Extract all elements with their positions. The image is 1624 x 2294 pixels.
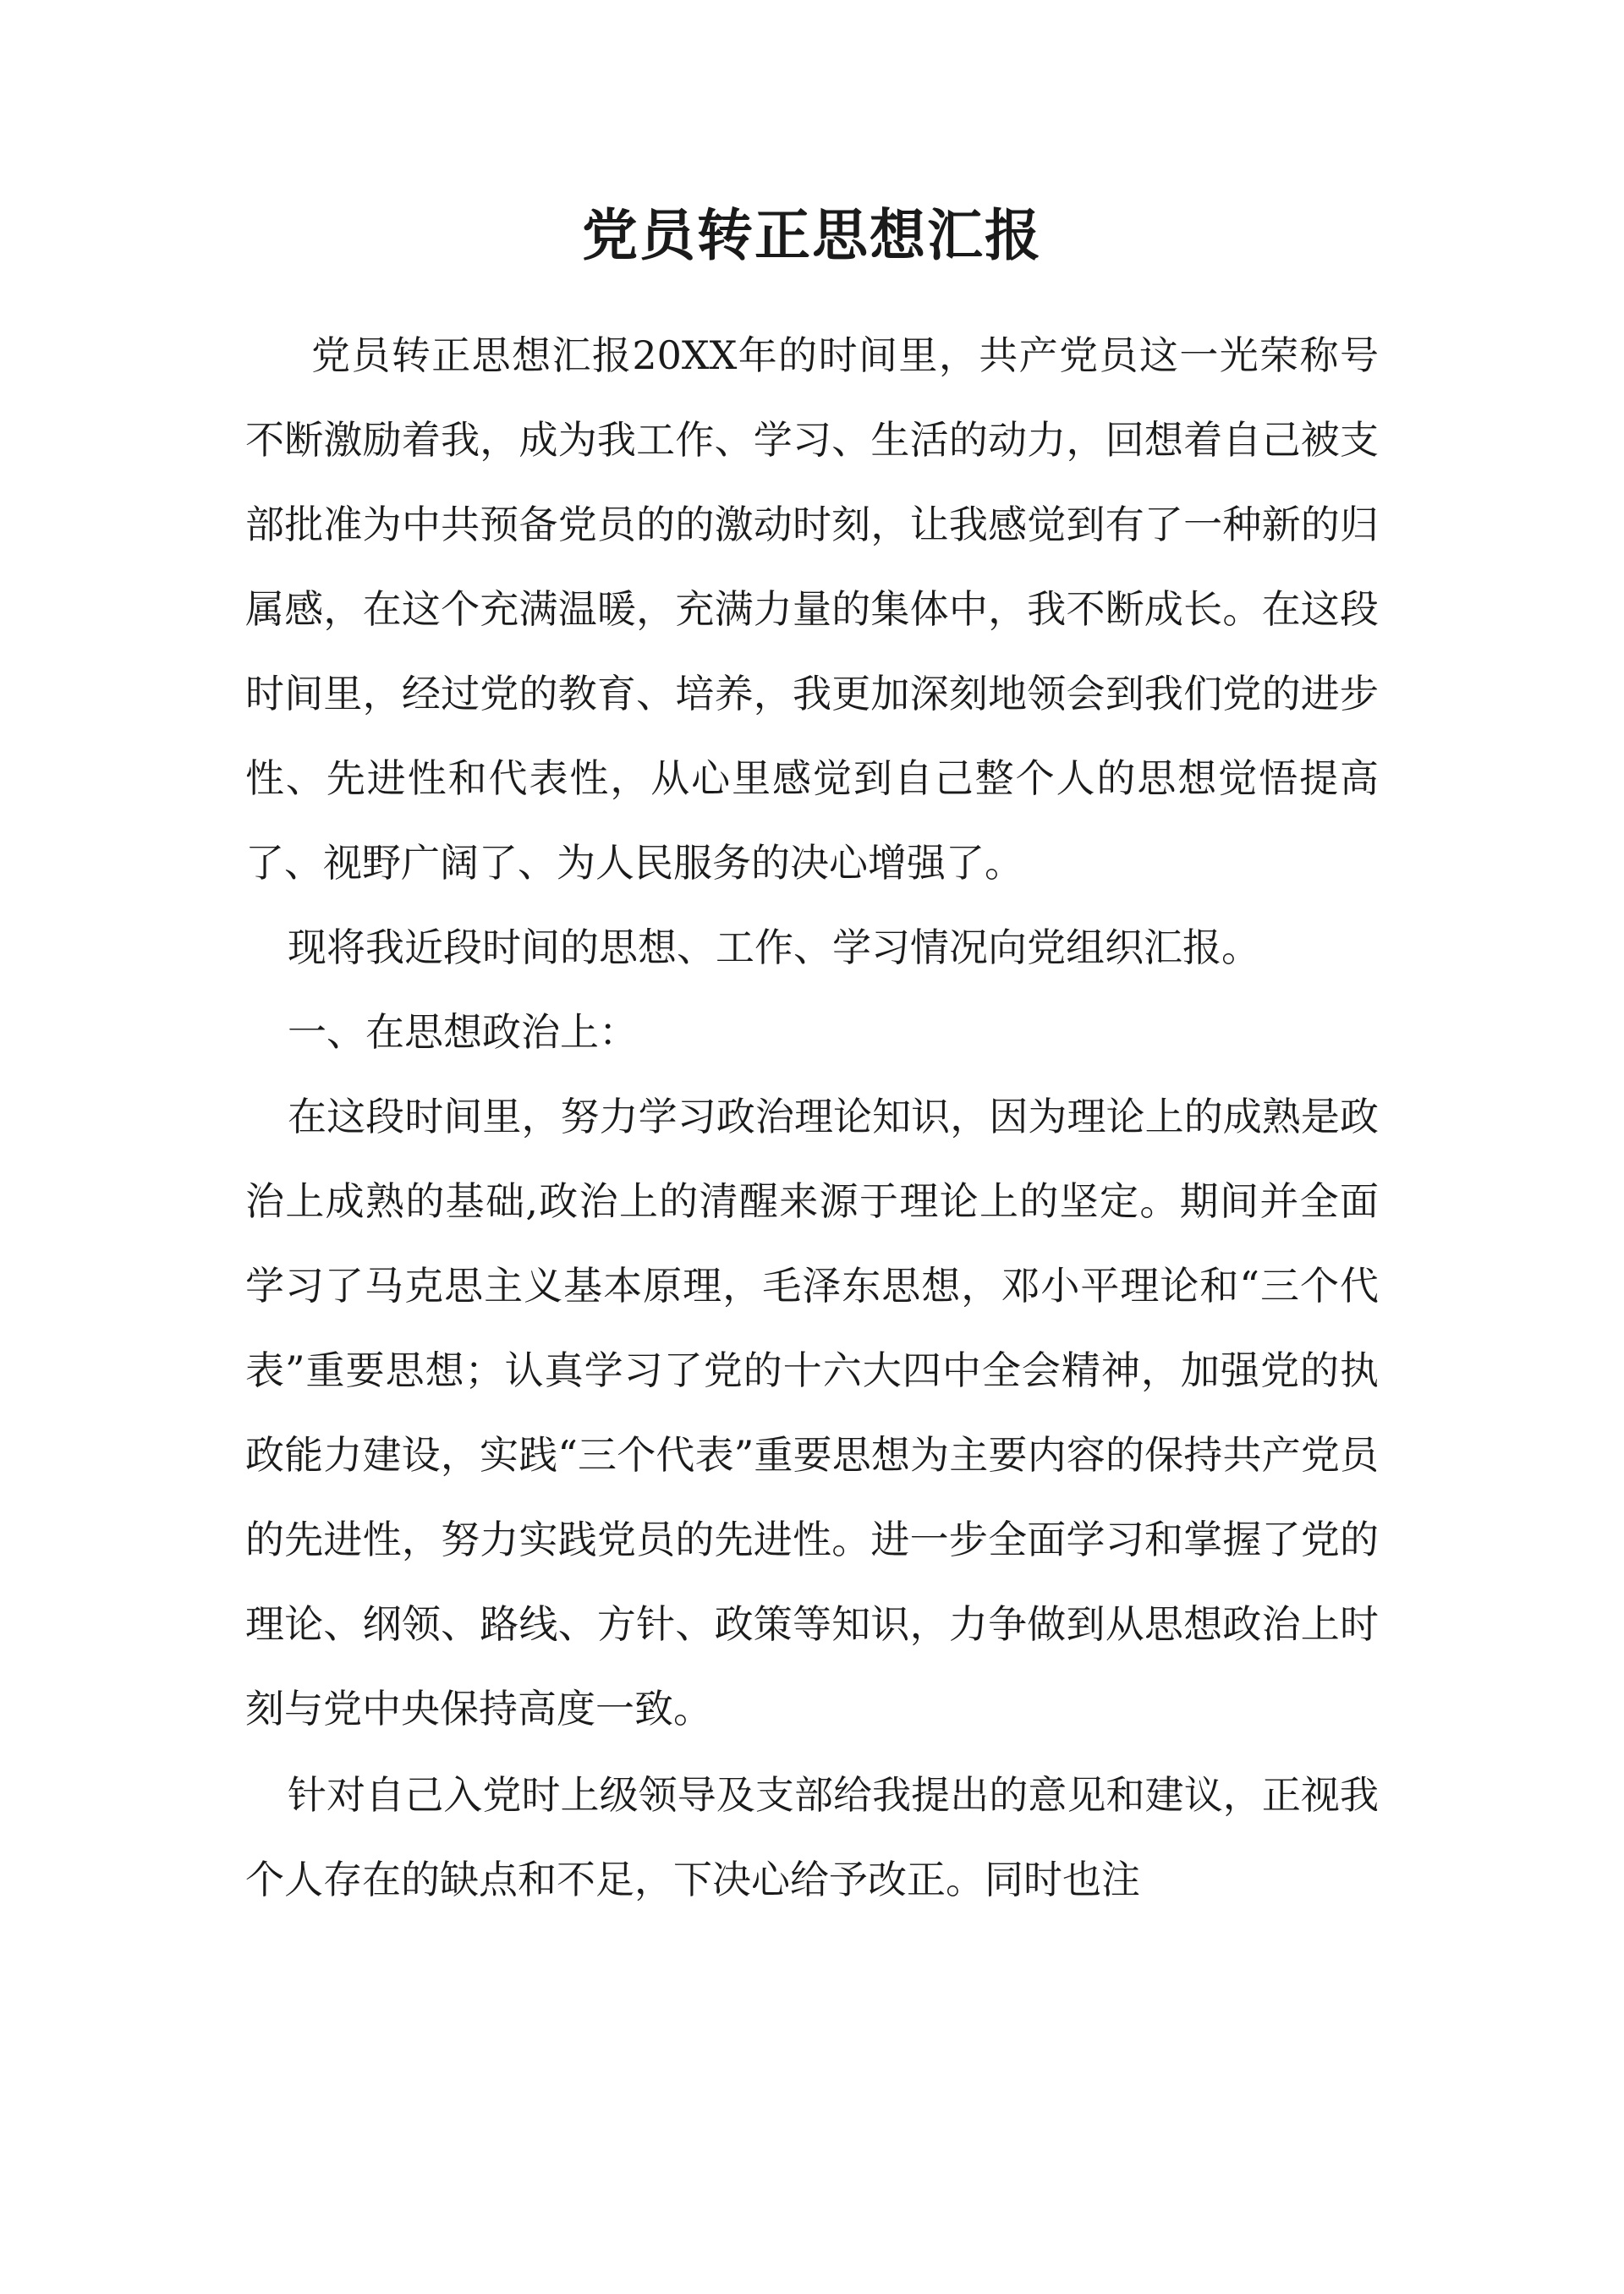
document-body — [245, 313, 1379, 1922]
document-title: 党员转正思想汇报 — [582, 202, 1042, 268]
paragraph-intro: 党员转正思想汇报20XX年的时间里，共产党员这一光荣称号不断激励着我，成为我工作、学习、生活的动力，回想着自己被支部批准为中共预备党员的的激动时刻，让我感觉到有了一种新的归属感，在这个充满温暖，充满力量的集体中，我不断成长。在这段时间里，经过党的教育、培养，我更加深刻地领会到我们党的进步性、先进性和代表性，从心里感觉到自己整个人的思想觉悟提高了、视野广阔了、为人民服务的决心增强了。 — [245, 332, 1379, 886]
section-heading-political-thought: 一、在思想政治上： — [288, 1009, 638, 1055]
paragraph-report-statement: 现将我近段时间的思想、工作、学习情况向党组织汇报。 — [288, 925, 1260, 970]
paragraph-shortcomings: 针对自己入党时上级领导及支部给我提出的意见和建议，正视我个人存在的缺点和不足，下决心给予改正。同时也注 — [245, 1772, 1379, 1902]
paragraph-political-study: 在这段时间里，努力学习政治理论知识，因为理论上的成熟是政治上成熟的基础,政治上的清醒来源于理论上的坚定。期间并全面学习了马克思主义基本原理，毛泽东思想，邓小平理论和“三个代表”重要思想；认真学习了党的十六大四中全会精神，加强党的执政能力建设，实践“三个代表”重要思想为主要内容的保持共产党员的先进性，努力实践党员的先进性。进一步全面学习和掌握了党的理论、纲领、路线、方针、政策等知识，力争做到从思想政治上时刻与党中央保持高度一致。 — [245, 1094, 1379, 1731]
